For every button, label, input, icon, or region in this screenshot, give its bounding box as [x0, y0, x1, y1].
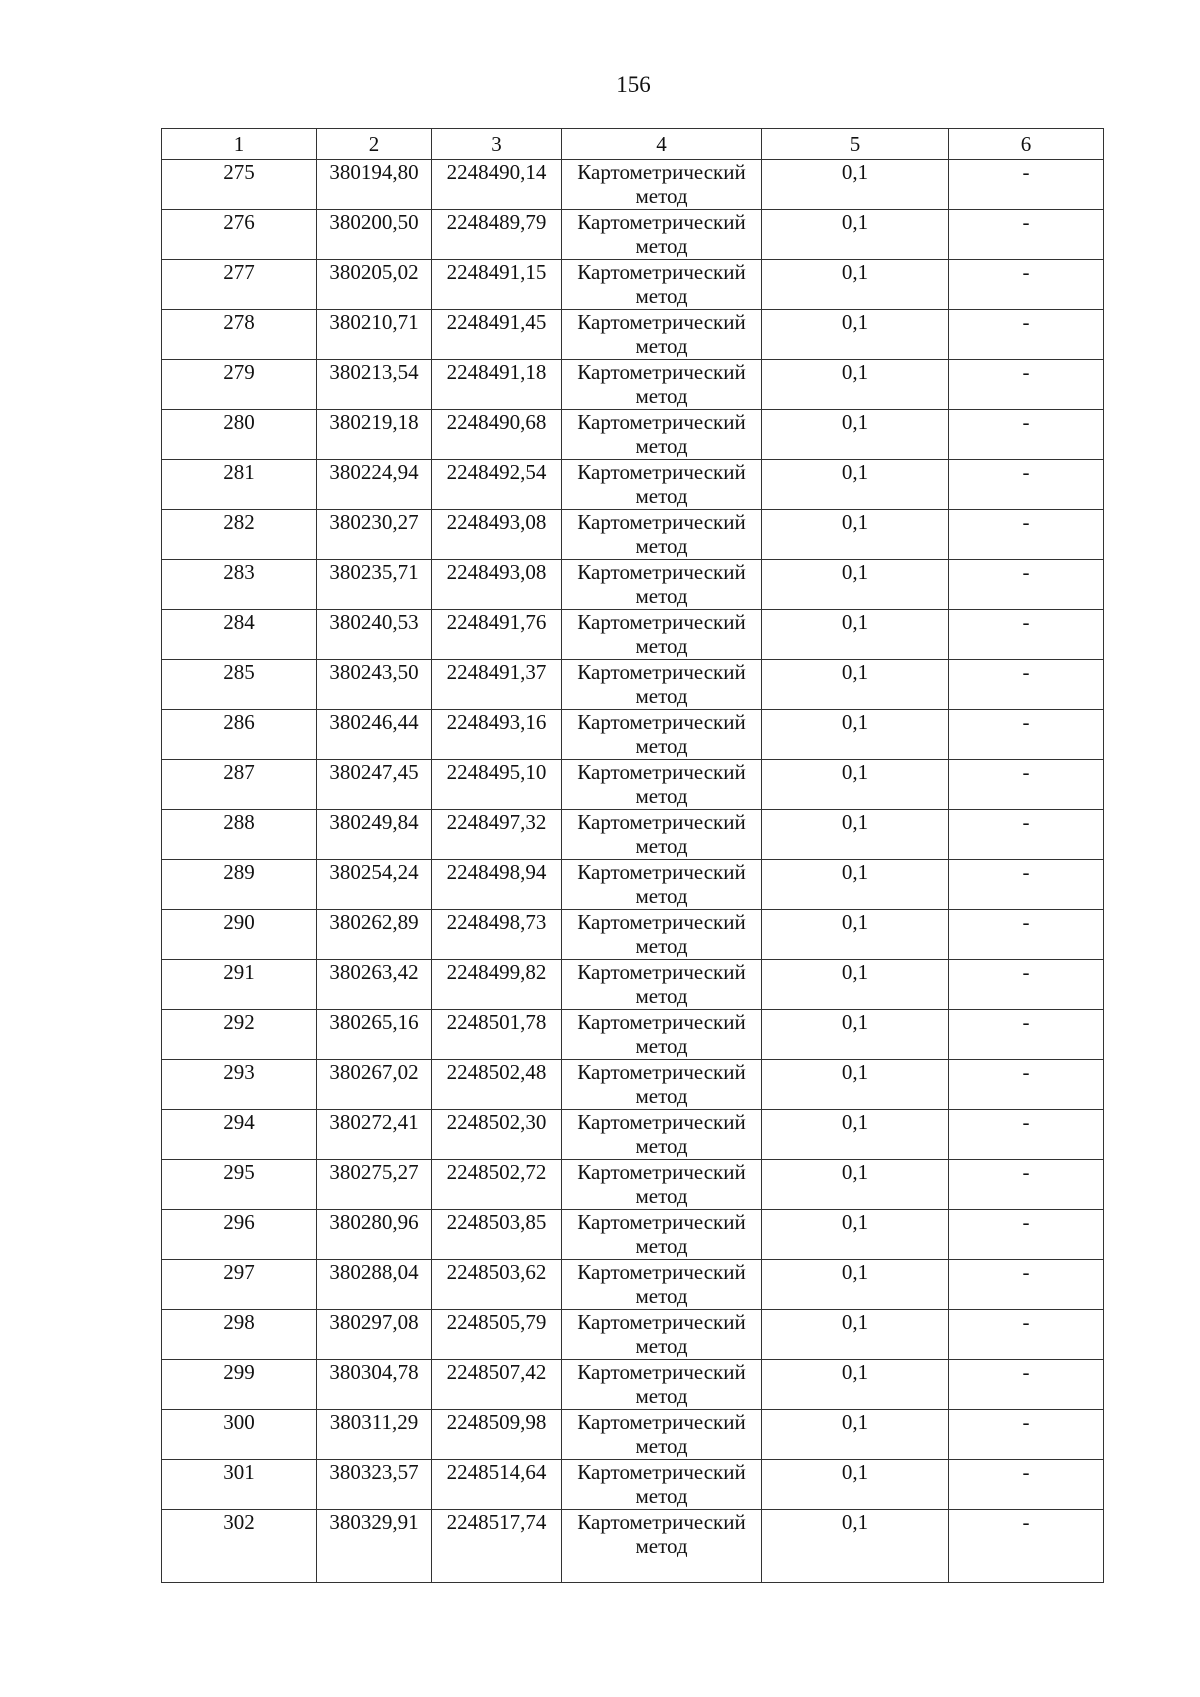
- table-row: [162, 410, 1104, 460]
- x-coordinate-cell: 380329,91: [317, 1510, 432, 1583]
- point-number-cell: 289: [162, 860, 317, 910]
- description-cell: -: [949, 860, 1104, 910]
- table-row: [162, 310, 1104, 360]
- column-header: 5: [762, 129, 949, 160]
- point-number-cell: 282: [162, 510, 317, 560]
- table-row: [162, 810, 1104, 860]
- point-number-cell: 300: [162, 1410, 317, 1460]
- accuracy-cell: 0,1: [762, 960, 949, 1010]
- point-number-cell: 284: [162, 610, 317, 660]
- point-number-cell: 298: [162, 1310, 317, 1360]
- accuracy-cell: 0,1: [762, 1060, 949, 1110]
- x-coordinate-cell: 380249,84: [317, 810, 432, 860]
- method-line-1: Картометрический: [577, 1260, 746, 1284]
- accuracy-cell: 0,1: [762, 1210, 949, 1260]
- method-line-1: Картометрический: [577, 1160, 746, 1184]
- accuracy-cell: 0,1: [762, 660, 949, 710]
- method-line-1: Картометрический: [577, 210, 746, 234]
- column-header: 2: [317, 129, 432, 160]
- accuracy-cell: 0,1: [762, 410, 949, 460]
- method-line-1: Картометрический: [577, 310, 746, 334]
- point-number-cell: 286: [162, 710, 317, 760]
- table-row: [162, 260, 1104, 310]
- method-cell: [562, 960, 762, 1010]
- y-coordinate-cell: 2248503,62: [432, 1260, 562, 1310]
- method-line-1: Картометрический: [577, 810, 746, 834]
- point-number-cell: 285: [162, 660, 317, 710]
- x-coordinate-cell: 380200,50: [317, 210, 432, 260]
- method-cell: [562, 1160, 762, 1210]
- accuracy-cell: 0,1: [762, 1360, 949, 1410]
- point-number-cell: 281: [162, 460, 317, 510]
- y-coordinate-cell: 2248489,79: [432, 210, 562, 260]
- method-cell: [562, 160, 762, 210]
- point-number-cell: 276: [162, 210, 317, 260]
- table-row: [162, 1010, 1104, 1060]
- point-number-cell: 275: [162, 160, 317, 210]
- description-cell: -: [949, 1410, 1104, 1460]
- method-cell: [562, 1010, 762, 1060]
- method-line-1: Картометрический: [577, 910, 746, 934]
- method-line-1: Картометрический: [577, 1360, 746, 1384]
- description-cell: -: [949, 810, 1104, 860]
- description-cell: -: [949, 1510, 1104, 1583]
- method-line-1: Картометрический: [577, 710, 746, 734]
- table-row: [162, 210, 1104, 260]
- method-cell: [562, 260, 762, 310]
- point-number-cell: 280: [162, 410, 317, 460]
- method-line-2: метод: [635, 934, 688, 958]
- method-line-2: метод: [635, 634, 688, 658]
- method-line-1: Картометрический: [577, 960, 746, 984]
- method-line-2: метод: [635, 1284, 688, 1308]
- y-coordinate-cell: 2248498,94: [432, 860, 562, 910]
- accuracy-cell: 0,1: [762, 460, 949, 510]
- table-row: [162, 1160, 1104, 1210]
- description-cell: -: [949, 1310, 1104, 1360]
- column-header: 4: [562, 129, 762, 160]
- accuracy-cell: 0,1: [762, 310, 949, 360]
- x-coordinate-cell: 380304,78: [317, 1360, 432, 1410]
- method-cell: [562, 1360, 762, 1410]
- description-cell: -: [949, 760, 1104, 810]
- point-number-cell: 302: [162, 1510, 317, 1583]
- description-cell: -: [949, 360, 1104, 410]
- x-coordinate-cell: 380262,89: [317, 910, 432, 960]
- method-line-1: Картометрический: [577, 1210, 746, 1234]
- method-line-1: Картометрический: [577, 1060, 746, 1084]
- accuracy-cell: 0,1: [762, 1160, 949, 1210]
- method-line-1: Картометрический: [577, 460, 746, 484]
- table-row: [162, 1060, 1104, 1110]
- accuracy-cell: 0,1: [762, 760, 949, 810]
- method-cell: [562, 360, 762, 410]
- x-coordinate-cell: 380243,50: [317, 660, 432, 710]
- table-row: [162, 1110, 1104, 1160]
- method-cell: [562, 510, 762, 560]
- y-coordinate-cell: 2248502,72: [432, 1160, 562, 1210]
- table-row: [162, 610, 1104, 660]
- description-cell: -: [949, 260, 1104, 310]
- description-cell: -: [949, 210, 1104, 260]
- point-number-cell: 279: [162, 360, 317, 410]
- description-cell: -: [949, 1010, 1104, 1060]
- y-coordinate-cell: 2248498,73: [432, 910, 562, 960]
- method-cell: [562, 1460, 762, 1510]
- column-header: 6: [949, 129, 1104, 160]
- point-number-cell: 295: [162, 1160, 317, 1210]
- method-line-2: метод: [635, 734, 688, 758]
- description-cell: -: [949, 660, 1104, 710]
- x-coordinate-cell: 380205,02: [317, 260, 432, 310]
- method-cell: [562, 910, 762, 960]
- table-row: [162, 960, 1104, 1010]
- y-coordinate-cell: 2248501,78: [432, 1010, 562, 1060]
- method-line-2: метод: [635, 1334, 688, 1358]
- point-number-cell: 299: [162, 1360, 317, 1410]
- x-coordinate-cell: 380280,96: [317, 1210, 432, 1260]
- column-header: 3: [432, 129, 562, 160]
- table-row: [162, 1360, 1104, 1410]
- y-coordinate-cell: 2248509,98: [432, 1410, 562, 1460]
- y-coordinate-cell: 2248517,74: [432, 1510, 562, 1583]
- description-cell: -: [949, 160, 1104, 210]
- method-cell: [562, 310, 762, 360]
- method-cell: [562, 1510, 762, 1583]
- method-line-1: Картометрический: [577, 660, 746, 684]
- table-row: [162, 160, 1104, 210]
- y-coordinate-cell: 2248493,16: [432, 710, 562, 760]
- description-cell: -: [949, 310, 1104, 360]
- x-coordinate-cell: 380194,80: [317, 160, 432, 210]
- point-number-cell: 288: [162, 810, 317, 860]
- accuracy-cell: 0,1: [762, 1310, 949, 1360]
- x-coordinate-cell: 380254,24: [317, 860, 432, 910]
- x-coordinate-cell: 380311,29: [317, 1410, 432, 1460]
- coordinates-table: [161, 128, 1104, 1583]
- x-coordinate-cell: 380275,27: [317, 1160, 432, 1210]
- table-row: [162, 710, 1104, 760]
- x-coordinate-cell: 380210,71: [317, 310, 432, 360]
- y-coordinate-cell: 2248514,64: [432, 1460, 562, 1510]
- method-line-2: метод: [635, 234, 688, 258]
- table-row: [162, 560, 1104, 610]
- description-cell: -: [949, 1110, 1104, 1160]
- x-coordinate-cell: 380213,54: [317, 360, 432, 410]
- x-coordinate-cell: 380246,44: [317, 710, 432, 760]
- description-cell: -: [949, 1210, 1104, 1260]
- accuracy-cell: 0,1: [762, 1110, 949, 1160]
- accuracy-cell: 0,1: [762, 210, 949, 260]
- x-coordinate-cell: 380230,27: [317, 510, 432, 560]
- method-line-1: Картометрический: [577, 560, 746, 584]
- table-header-row: [162, 129, 1104, 160]
- y-coordinate-cell: 2248503,85: [432, 1210, 562, 1260]
- point-number-cell: 296: [162, 1210, 317, 1260]
- method-line-1: Картометрический: [577, 610, 746, 634]
- accuracy-cell: 0,1: [762, 910, 949, 960]
- method-line-2: метод: [635, 1134, 688, 1158]
- method-cell: [562, 1210, 762, 1260]
- accuracy-cell: 0,1: [762, 160, 949, 210]
- point-number-cell: 287: [162, 760, 317, 810]
- method-cell: [562, 410, 762, 460]
- method-line-2: метод: [635, 1484, 688, 1508]
- y-coordinate-cell: 2248491,76: [432, 610, 562, 660]
- method-line-1: Картометрический: [577, 1510, 746, 1534]
- y-coordinate-cell: 2248491,15: [432, 260, 562, 310]
- table-row: [162, 760, 1104, 810]
- y-coordinate-cell: 2248502,48: [432, 1060, 562, 1110]
- x-coordinate-cell: 380263,42: [317, 960, 432, 1010]
- description-cell: -: [949, 460, 1104, 510]
- x-coordinate-cell: 380247,45: [317, 760, 432, 810]
- y-coordinate-cell: 2248491,18: [432, 360, 562, 410]
- table-row: [162, 1310, 1104, 1360]
- accuracy-cell: 0,1: [762, 1460, 949, 1510]
- point-number-cell: 294: [162, 1110, 317, 1160]
- description-cell: -: [949, 1260, 1104, 1310]
- method-cell: [562, 210, 762, 260]
- method-cell: [562, 710, 762, 760]
- y-coordinate-cell: 2248499,82: [432, 960, 562, 1010]
- table-row: [162, 1460, 1104, 1510]
- method-cell: [562, 460, 762, 510]
- page-number: 156: [616, 72, 651, 97]
- column-header: 1: [162, 129, 317, 160]
- accuracy-cell: 0,1: [762, 710, 949, 760]
- description-cell: -: [949, 960, 1104, 1010]
- method-line-2: метод: [635, 884, 688, 908]
- y-coordinate-cell: 2248491,45: [432, 310, 562, 360]
- accuracy-cell: 0,1: [762, 260, 949, 310]
- accuracy-cell: 0,1: [762, 860, 949, 910]
- method-line-2: метод: [635, 334, 688, 358]
- x-coordinate-cell: 380323,57: [317, 1460, 432, 1510]
- method-cell: [562, 1310, 762, 1360]
- table-row: [162, 460, 1104, 510]
- method-line-2: метод: [635, 1184, 688, 1208]
- method-line-1: Картометрический: [577, 860, 746, 884]
- method-line-2: метод: [635, 684, 688, 708]
- method-line-1: Картометрический: [577, 410, 746, 434]
- table-row: [162, 860, 1104, 910]
- table-row: [162, 1260, 1104, 1310]
- y-coordinate-cell: 2248490,14: [432, 160, 562, 210]
- accuracy-cell: 0,1: [762, 360, 949, 410]
- method-cell: [562, 1060, 762, 1110]
- method-line-2: метод: [635, 784, 688, 808]
- description-cell: -: [949, 410, 1104, 460]
- point-number-cell: 291: [162, 960, 317, 1010]
- method-line-2: метод: [635, 1384, 688, 1408]
- method-line-1: Картометрический: [577, 360, 746, 384]
- point-number-cell: 278: [162, 310, 317, 360]
- x-coordinate-cell: 380267,02: [317, 1060, 432, 1110]
- x-coordinate-cell: 380219,18: [317, 410, 432, 460]
- method-line-2: метод: [635, 484, 688, 508]
- y-coordinate-cell: 2248497,32: [432, 810, 562, 860]
- method-line-2: метод: [635, 834, 688, 858]
- y-coordinate-cell: 2248495,10: [432, 760, 562, 810]
- y-coordinate-cell: 2248502,30: [432, 1110, 562, 1160]
- method-cell: [562, 610, 762, 660]
- point-number-cell: 297: [162, 1260, 317, 1310]
- method-cell: [562, 1110, 762, 1160]
- method-cell: [562, 560, 762, 610]
- method-line-1: Картометрический: [577, 1460, 746, 1484]
- method-line-1: Картометрический: [577, 160, 746, 184]
- y-coordinate-cell: 2248492,54: [432, 460, 562, 510]
- x-coordinate-cell: 380224,94: [317, 460, 432, 510]
- description-cell: -: [949, 710, 1104, 760]
- table-row: [162, 660, 1104, 710]
- description-cell: -: [949, 560, 1104, 610]
- method-line-1: Картометрический: [577, 510, 746, 534]
- accuracy-cell: 0,1: [762, 1510, 949, 1583]
- table-body: [162, 129, 1104, 1583]
- description-cell: -: [949, 1460, 1104, 1510]
- method-line-1: Картометрический: [577, 1110, 746, 1134]
- accuracy-cell: 0,1: [762, 560, 949, 610]
- y-coordinate-cell: 2248491,37: [432, 660, 562, 710]
- x-coordinate-cell: 380235,71: [317, 560, 432, 610]
- description-cell: -: [949, 510, 1104, 560]
- table-row: [162, 360, 1104, 410]
- method-line-2: метод: [635, 184, 688, 208]
- method-line-2: метод: [635, 384, 688, 408]
- accuracy-cell: 0,1: [762, 1010, 949, 1060]
- point-number-cell: 283: [162, 560, 317, 610]
- method-line-2: метод: [635, 984, 688, 1008]
- method-cell: [562, 660, 762, 710]
- x-coordinate-cell: 380288,04: [317, 1260, 432, 1310]
- description-cell: -: [949, 1160, 1104, 1210]
- accuracy-cell: 0,1: [762, 810, 949, 860]
- description-cell: -: [949, 1360, 1104, 1410]
- description-cell: -: [949, 610, 1104, 660]
- point-number-cell: 277: [162, 260, 317, 310]
- method-cell: [562, 760, 762, 810]
- method-line-1: Картометрический: [577, 1310, 746, 1334]
- y-coordinate-cell: 2248493,08: [432, 560, 562, 610]
- method-cell: [562, 860, 762, 910]
- table-row: [162, 1510, 1104, 1583]
- method-cell: [562, 810, 762, 860]
- method-line-1: Картометрический: [577, 1410, 746, 1434]
- description-cell: -: [949, 1060, 1104, 1110]
- x-coordinate-cell: 380265,16: [317, 1010, 432, 1060]
- method-line-2: метод: [635, 534, 688, 558]
- point-number-cell: 292: [162, 1010, 317, 1060]
- accuracy-cell: 0,1: [762, 510, 949, 560]
- x-coordinate-cell: 380240,53: [317, 610, 432, 660]
- method-line-2: метод: [635, 1234, 688, 1258]
- method-line-2: метод: [635, 1434, 688, 1458]
- x-coordinate-cell: 380272,41: [317, 1110, 432, 1160]
- method-line-2: метод: [635, 284, 688, 308]
- point-number-cell: 301: [162, 1460, 317, 1510]
- accuracy-cell: 0,1: [762, 1410, 949, 1460]
- point-number-cell: 293: [162, 1060, 317, 1110]
- point-number-cell: 290: [162, 910, 317, 960]
- method-line-2: метод: [635, 1084, 688, 1108]
- accuracy-cell: 0,1: [762, 610, 949, 660]
- method-line-2: метод: [635, 1534, 688, 1558]
- table-row: [162, 510, 1104, 560]
- description-cell: -: [949, 910, 1104, 960]
- method-line-1: Картометрический: [577, 260, 746, 284]
- y-coordinate-cell: 2248490,68: [432, 410, 562, 460]
- accuracy-cell: 0,1: [762, 1260, 949, 1310]
- method-line-1: Картометрический: [577, 760, 746, 784]
- y-coordinate-cell: 2248505,79: [432, 1310, 562, 1360]
- method-cell: [562, 1410, 762, 1460]
- method-line-2: метод: [635, 434, 688, 458]
- table-row: [162, 1410, 1104, 1460]
- method-line-2: метод: [635, 584, 688, 608]
- method-cell: [562, 1260, 762, 1310]
- method-line-1: Картометрический: [577, 1010, 746, 1034]
- x-coordinate-cell: 380297,08: [317, 1310, 432, 1360]
- table-row: [162, 1210, 1104, 1260]
- y-coordinate-cell: 2248493,08: [432, 510, 562, 560]
- y-coordinate-cell: 2248507,42: [432, 1360, 562, 1410]
- method-line-2: метод: [635, 1034, 688, 1058]
- table-row: [162, 910, 1104, 960]
